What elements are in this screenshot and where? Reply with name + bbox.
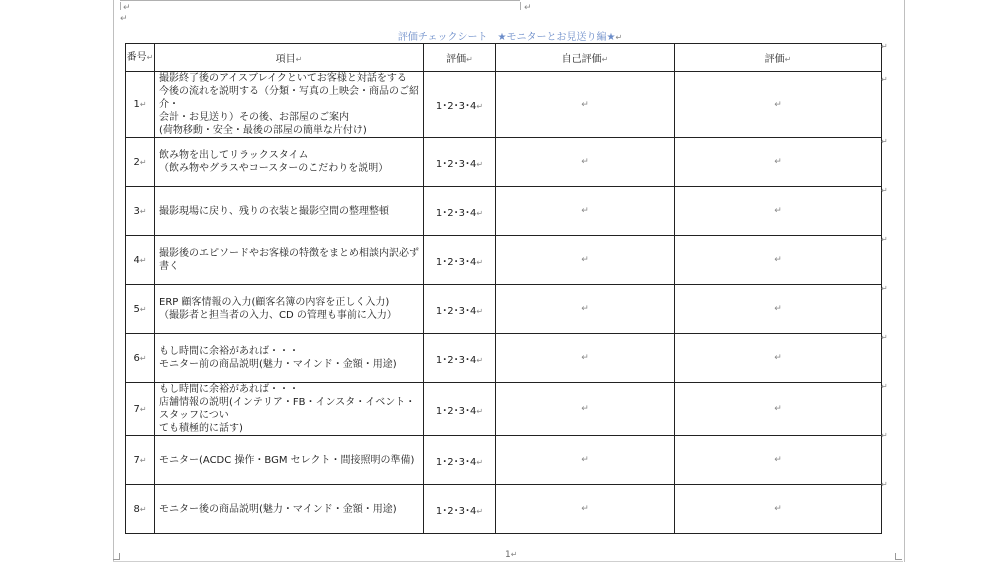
row-number: 4↵ xyxy=(126,236,155,285)
eval-cell[interactable]: ↵ xyxy=(675,334,882,383)
row-eval-scale: 1･2･3･4↵ xyxy=(424,187,496,236)
eval-cell[interactable]: ↵ xyxy=(675,436,882,485)
row-item: 撮影後のエピソードやお客様の特徴をまとめ相談内訳必ず書く xyxy=(155,236,424,285)
document-title: 評価チェックシート ★モニターとお見送り編★↵ xyxy=(397,32,623,43)
row-number: 7↵ xyxy=(126,383,155,436)
paragraph-mark: ↵ xyxy=(120,14,128,24)
row-eval-scale: 1･2･3･4↵ xyxy=(424,236,496,285)
margin-tick xyxy=(520,2,521,10)
self-eval-cell[interactable]: ↵ xyxy=(496,187,675,236)
table-row xyxy=(126,285,882,334)
margin-tick xyxy=(120,2,121,10)
paragraph-mark: ↵ xyxy=(123,3,131,13)
self-eval-cell[interactable]: ↵ xyxy=(496,72,675,138)
row-eval-scale: 1･2･3･4↵ xyxy=(424,138,496,187)
self-eval-cell[interactable]: ↵ xyxy=(496,138,675,187)
eval-cell[interactable]: ↵ xyxy=(675,138,882,187)
row-end-mark: ↵ xyxy=(881,137,888,146)
row-item: 撮影終了後のアイスブレイクといてお客様と対話をする 今後の流れを説明する（分類・写真の上映会・商品のご紹介・ 会計・お見送り）その後、お部屋のご案内 (荷物移動・安全・最後の部屋の簡単な片付け) xyxy=(155,72,424,138)
row-eval-scale: 1･2･3･4↵ xyxy=(424,72,496,138)
row-item: ERP 顧客情報の入力(顧客名簿の内容を正しく入力) （撮影者と担当者の入力、CD の管理も事前に入力） xyxy=(155,285,424,334)
row-item: 飲み物を出してリラックスタイム （飲み物やグラスやコースターのこだわりを説明） xyxy=(155,138,424,187)
eval-cell[interactable]: ↵ xyxy=(675,187,882,236)
row-end-mark: ↵ xyxy=(881,42,888,51)
table-row xyxy=(126,138,882,187)
table-row xyxy=(126,334,882,383)
eval-cell[interactable]: ↵ xyxy=(675,72,882,138)
page-corner-mark xyxy=(113,553,120,560)
eval-cell[interactable]: ↵ xyxy=(675,383,882,436)
page-bottom-edge xyxy=(113,561,903,562)
table-row xyxy=(126,383,882,436)
table-row xyxy=(126,187,882,236)
row-number: 7↵ xyxy=(126,436,155,485)
table-header-row xyxy=(126,44,882,72)
eval-cell[interactable]: ↵ xyxy=(675,485,882,534)
row-end-mark: ↵ xyxy=(881,186,888,195)
page-corner-mark xyxy=(895,553,902,560)
row-end-mark: ↵ xyxy=(881,235,888,244)
row-end-mark: ↵ xyxy=(881,431,888,440)
row-end-mark: ↵ xyxy=(881,75,888,84)
row-eval-scale: 1･2･3･4↵ xyxy=(424,436,496,485)
table-row xyxy=(126,236,882,285)
row-number: 6↵ xyxy=(126,334,155,383)
row-item: もし時間に余裕があれば・・・ 店舗情報の説明(インテリア・FB・インスタ・イベント・スタッフについ ても積極的に話す) xyxy=(155,383,424,436)
self-eval-cell[interactable]: ↵ xyxy=(496,485,675,534)
evaluation-table xyxy=(125,43,882,534)
self-eval-cell[interactable]: ↵ xyxy=(496,236,675,285)
self-eval-cell[interactable]: ↵ xyxy=(496,436,675,485)
row-number: 2↵ xyxy=(126,138,155,187)
row-item: モニター後の商品説明(魅力・マインド・金額・用途) xyxy=(155,485,424,534)
row-item: 撮影現場に戻り、残りの衣装と撮影空間の整理整頓 xyxy=(155,187,424,236)
eval-cell[interactable]: ↵ xyxy=(675,285,882,334)
eval-cell[interactable]: ↵ xyxy=(675,236,882,285)
table-row xyxy=(126,72,882,138)
row-eval-scale: 1･2･3･4↵ xyxy=(424,334,496,383)
table-row xyxy=(126,436,882,485)
row-end-mark: ↵ xyxy=(881,480,888,489)
paragraph-mark: ↵ xyxy=(524,3,532,13)
self-eval-cell[interactable]: ↵ xyxy=(496,285,675,334)
header-eval-2: 評価↵ xyxy=(675,44,882,72)
row-item: もし時間に余裕があれば・・・ モニター前の商品説明(魅力・マインド・金額・用途) xyxy=(155,334,424,383)
table-row xyxy=(126,485,882,534)
row-eval-scale: 1･2･3･4↵ xyxy=(424,485,496,534)
row-eval-scale: 1･2･3･4↵ xyxy=(424,383,496,436)
row-number: 8↵ xyxy=(126,485,155,534)
header-item: 項目↵ xyxy=(155,44,424,72)
header-margin-line xyxy=(120,0,520,2)
row-number: 1↵ xyxy=(126,72,155,138)
self-eval-cell[interactable]: ↵ xyxy=(496,334,675,383)
row-end-mark: ↵ xyxy=(881,382,888,391)
header-eval: 評価↵ xyxy=(424,44,496,72)
header-num: 番号↵ xyxy=(126,44,155,72)
header-self-eval: 自己評価↵ xyxy=(496,44,675,72)
row-end-mark: ↵ xyxy=(881,284,888,293)
row-number: 3↵ xyxy=(126,187,155,236)
self-eval-cell[interactable]: ↵ xyxy=(496,383,675,436)
row-eval-scale: 1･2･3･4↵ xyxy=(424,285,496,334)
row-item: モニター(ACDC 操作・BGM セレクト・間接照明の準備) xyxy=(155,436,424,485)
page-number: 1↵ xyxy=(505,550,518,560)
row-end-mark: ↵ xyxy=(881,333,888,342)
row-number: 5↵ xyxy=(126,285,155,334)
